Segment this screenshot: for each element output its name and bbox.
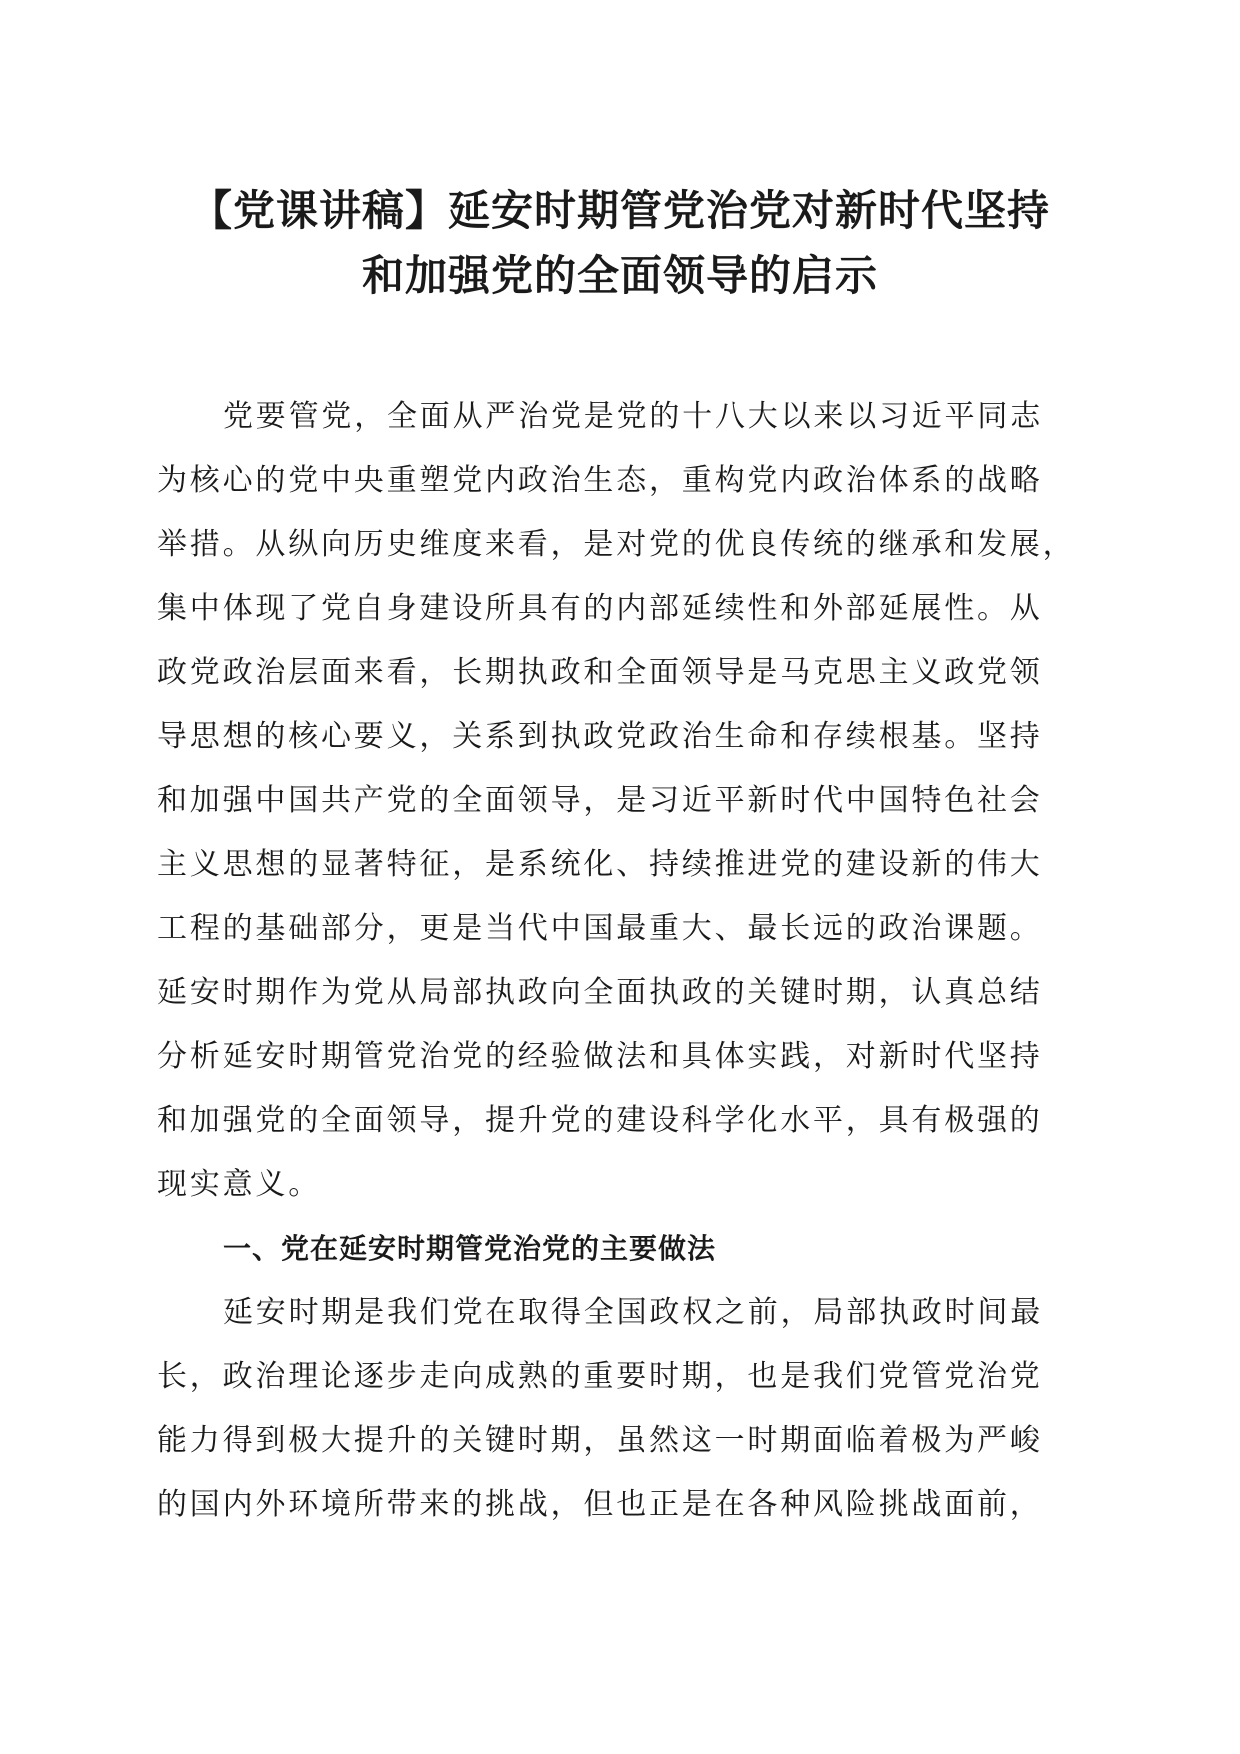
document-body xyxy=(157,385,1082,1537)
paragraph-2 xyxy=(157,1281,1082,1537)
title-line-1: 【党课讲稿】延安时期管党治党对新时代坚持 xyxy=(189,186,1050,235)
paragraph-line: 延安时期是我们党在取得全国政权之前，局部执政时间最 xyxy=(223,1295,1043,1330)
paragraph-line: 为核心的党中央重塑党内政治生态，重构党内政治体系的战略 xyxy=(157,463,1043,498)
paragraph-line: 政党政治层面来看，长期执政和全面领导是马克思主义政党领 xyxy=(157,655,1043,690)
paragraph-line: 分析延安时期管党治党的经验做法和具体实践，对新时代坚持 xyxy=(157,1039,1043,1074)
paragraph-line: 长，政治理论逐步走向成熟的重要时期，也是我们党管党治党 xyxy=(157,1359,1043,1394)
paragraph-line: 能力得到极大提升的关键时期，虽然这一时期面临着极为严峻 xyxy=(157,1423,1043,1458)
section-heading: 一、党在延安时期管党治党的主要做法 xyxy=(223,1232,717,1265)
paragraph-line: 和加强中国共产党的全面领导，是习近平新时代中国特色社会 xyxy=(157,783,1043,818)
paragraph-line: 集中体现了党自身建设所具有的内部延续性和外部延展性。从 xyxy=(157,591,1043,626)
paragraph-line: 延安时期作为党从局部执政向全面执政的关键时期，认真总结 xyxy=(157,975,1043,1010)
paragraph-line: 党要管党，全面从严治党是党的十八大以来以习近平同志 xyxy=(223,399,1043,434)
title-line-2: 和加强党的全面领导的启示 xyxy=(361,251,878,300)
paragraph-line: 和加强党的全面领导，提升党的建设科学化水平，具有极强的 xyxy=(157,1103,1043,1138)
paragraph-line: 导思想的核心要义，关系到执政党政治生命和存续根基。坚持 xyxy=(157,719,1043,754)
paragraph-line: 工程的基础部分，更是当代中国最重大、最长远的政治课题。 xyxy=(157,911,1043,946)
document-title xyxy=(150,178,1090,308)
paragraph-line: 现实意义。 xyxy=(157,1167,321,1202)
paragraph-line: 的国内外环境所带来的挑战，但也正是在各种风险挑战面前， xyxy=(157,1487,1043,1522)
paragraph-line: 主义思想的显著特征，是系统化、持续推进党的建设新的伟大 xyxy=(157,847,1043,882)
paragraph-line: 举措。从纵向历史维度来看，是对党的优良传统的继承和发展， xyxy=(157,527,1076,562)
paragraph-1 xyxy=(157,385,1082,1217)
